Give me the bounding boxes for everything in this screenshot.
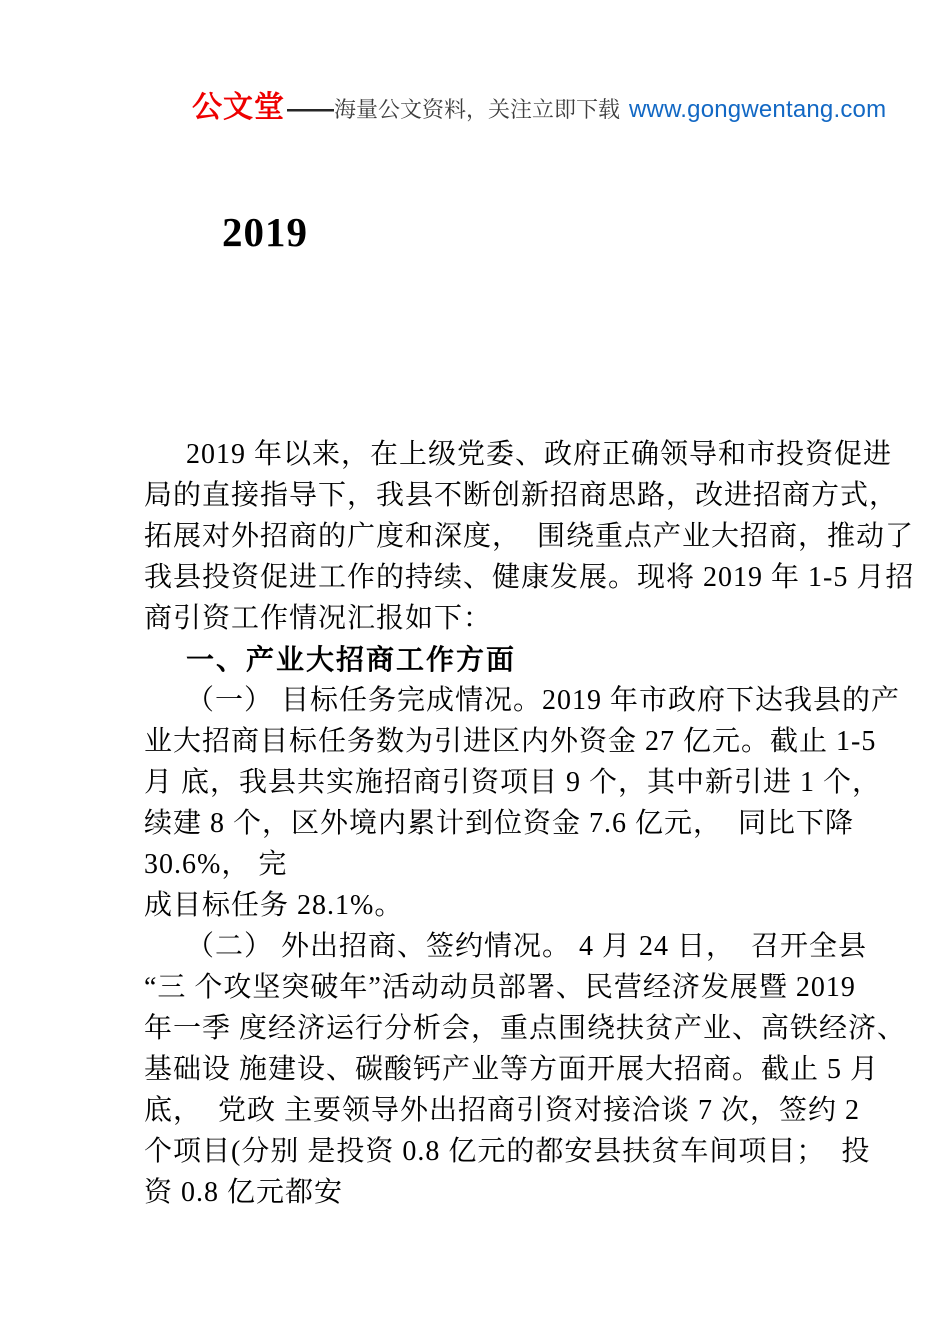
document-line: 个项目(分别 是投资 0.8 亿元的都安县扶贫车间项目； 投 [144,1136,871,1167]
document-line: 年一季 度经济运行分析会，重点围绕扶贫产业、高铁经济、 [144,1013,907,1044]
document-line: 2019 年以来，在上级党委、政府正确领导和市投资促进 [186,439,893,470]
document-line: 我县投资促进工作的持续、健康发展。现将 2019 年 1-5 月招 [144,562,915,593]
document-line: 基础设 施建设、碳酸钙产业等方面开展大招商。截止 5 月 [144,1054,880,1085]
site-header-banner [192,82,886,126]
section-heading: 一、产业大招商工作方面 [186,644,517,675]
document-line: （二） 外出招商、签约情况。 4 月 24 日， 召开全县 [186,931,868,962]
document-line: 底， 党政 主要领导外出招商引资对接洽谈 7 次，签约 2 [144,1095,861,1126]
document-line: “三 个攻坚突破年”活动动员部署、民营经济发展暨 2019 [144,972,856,1003]
document-line: 局的直接指导下，我县不断创新招商思路，改进招商方式， [144,480,899,511]
document-line: 业大招商目标任务数为引进区内外资金 27 亿元。截止 1-5 [144,726,877,757]
header-dash: —— [287,95,331,123]
document-line: 续建 8 个，区外境内累计到位资金 7.6 亿元， 同比下降 [144,808,855,839]
document-line: 商引资工作情况汇报如下： [144,603,493,634]
document-line: 拓展对外招商的广度和深度， 围绕重点产业大招商，推动了 [144,521,915,552]
document-line: 成目标任务 28.1%。 [144,890,404,921]
header-url-link[interactable]: www.gongwentang.com [629,96,887,123]
document-line: 资 0.8 亿元都安 [144,1177,344,1208]
site-brand-logo: 公文堂 [192,91,285,124]
document-line: 30.6%， 完 [144,849,288,880]
document-line: 月 底，我县共实施招商引资项目 9 个，其中新引进 1 个， [144,767,882,798]
document-line: （一） 目标任务完成情况。2019 年市政府下达我县的产 [186,685,901,716]
document-body [144,434,934,1213]
document-title: 2019 [222,209,308,255]
header-tagline: 海量公文资料，关注立即下载 [334,97,621,122]
